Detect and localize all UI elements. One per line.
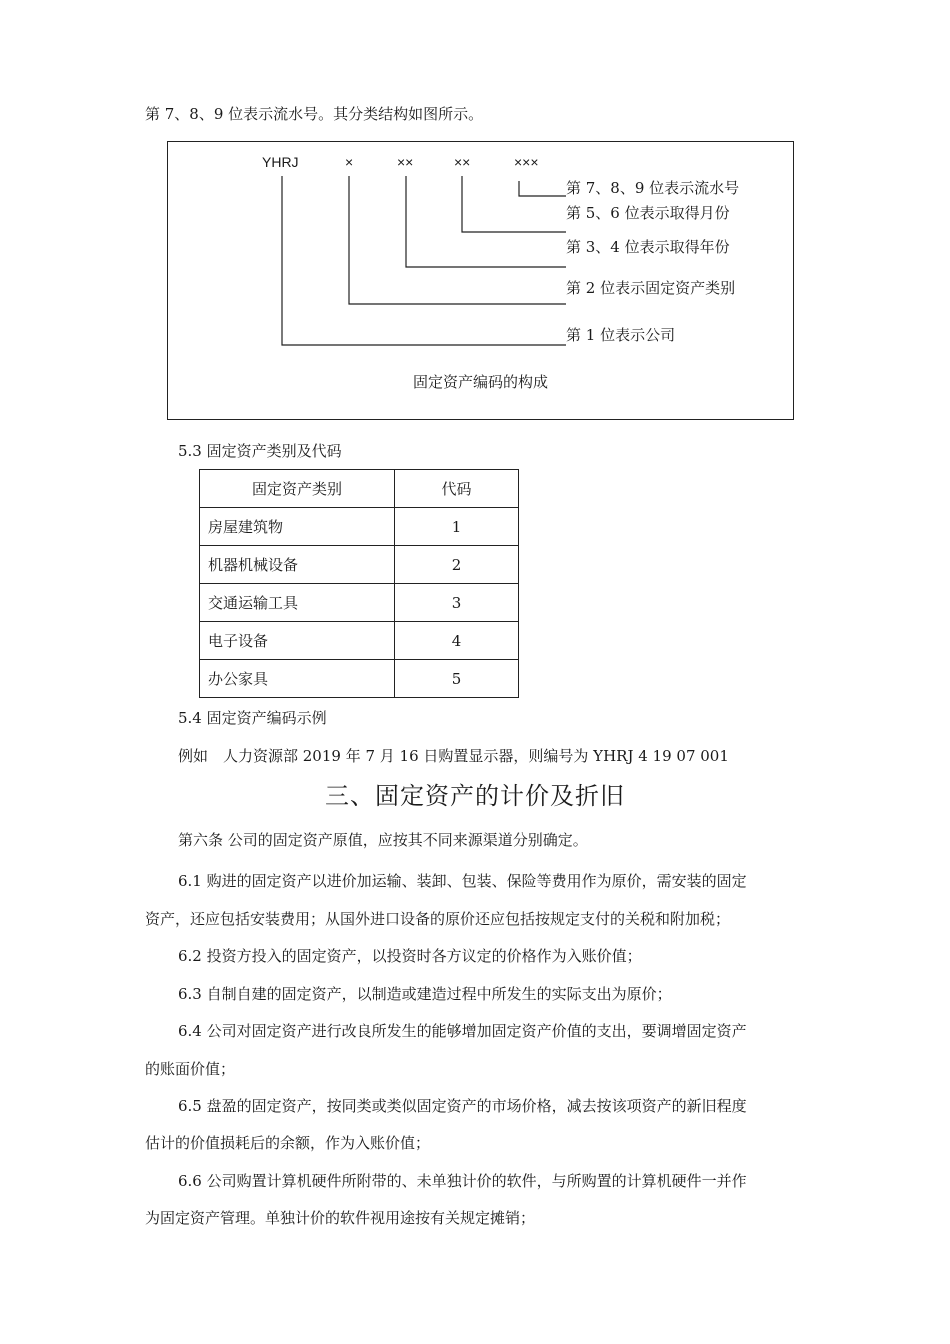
- item-6-1-line-1: 6.1 购进的固定资产以进价加运输、装卸、包装、保险等费用作为原价，需安装的固定: [178, 872, 747, 890]
- code-cell: 5: [395, 660, 519, 698]
- table-header-row: [200, 470, 519, 508]
- label-month: 第 5、6 位表示取得月份: [566, 204, 730, 222]
- label-serial: 第 7、8、9 位表示流水号: [566, 179, 740, 197]
- item-6-5-line-1: 6.5 盘盈的固定资产，按同类或类似固定资产的市场价格，减去按该项资产的新旧程度: [178, 1097, 747, 1115]
- article-6: 第六条 公司的固定资产原值，应按其不同来源渠道分别确定。: [178, 831, 588, 849]
- code-category: ×: [345, 154, 354, 170]
- connector-month: [462, 176, 566, 232]
- category-cell: 办公家具: [200, 660, 395, 698]
- table-row: [200, 584, 519, 622]
- code-cell: 2: [395, 546, 519, 584]
- item-6-3: 6.3 自制自建的固定资产，以制造或建造过程中所发生的实际支出为原价；: [178, 985, 672, 1003]
- item-6-1-line-2: 资产，还应包括安装费用；从国外进口设备的原价还应包括按规定支付的关税和附加税；: [145, 910, 731, 928]
- example-line: 例如 人力资源部 2019 年 7 月 16 日购置显示器，则编号为 YHRJ 4 19 07 001: [178, 747, 729, 765]
- item-6-2: 6.2 投资方投入的固定资产，以投资时各方议定的价格作为入账价值；: [178, 947, 642, 965]
- code-company: YHRJ: [262, 154, 299, 170]
- table-row: [200, 546, 519, 584]
- category-cell: 机器机械设备: [200, 546, 395, 584]
- code-cell: 1: [395, 508, 519, 546]
- item-6-6-line-2: 为固定资产管理。单独计价的软件视用途按有关规定摊销；: [145, 1209, 536, 1227]
- code-serial: ×××: [514, 154, 539, 170]
- label-company: 第 1 位表示公司: [566, 326, 676, 344]
- connector-category: [349, 176, 566, 304]
- diagram-caption: 固定资产编码的构成: [412, 373, 548, 391]
- label-category: 第 2 位表示固定资产类别: [566, 279, 736, 297]
- header-code: 代码: [395, 470, 519, 508]
- table-row: [200, 622, 519, 660]
- table-row: [200, 508, 519, 546]
- asset-code-diagram: [167, 141, 794, 420]
- code-cell: 3: [395, 584, 519, 622]
- asset-category-table: [199, 469, 519, 698]
- category-cell: 房屋建筑物: [200, 508, 395, 546]
- code-year: ××: [397, 154, 414, 170]
- section-5-4-heading: 5.4 固定资产编码示例: [178, 709, 327, 727]
- header-category: 固定资产类别: [200, 470, 395, 508]
- code-month: ××: [454, 154, 471, 170]
- connector-serial: [519, 181, 566, 196]
- category-cell: 电子设备: [200, 622, 395, 660]
- intro-line: 第 7、8、9 位表示流水号。其分类结构如图所示。: [145, 105, 484, 123]
- label-year: 第 3、4 位表示取得年份: [566, 238, 730, 256]
- item-6-4-line-2: 的账面价值；: [145, 1060, 236, 1078]
- code-cell: 4: [395, 622, 519, 660]
- connector-year: [406, 176, 566, 267]
- item-6-6-line-1: 6.6 公司购置计算机硬件所附带的、未单独计价的软件，与所购置的计算机硬件一并作: [178, 1172, 747, 1190]
- item-6-5-line-2: 估计的价值损耗后的余额，作为入账价值；: [145, 1134, 431, 1152]
- section-5-3-heading: 5.3 固定资产类别及代码: [178, 442, 342, 460]
- connector-company: [282, 176, 566, 345]
- item-6-4-line-1: 6.4 公司对固定资产进行改良所发生的能够增加固定资产价值的支出，要调增固定资产: [178, 1022, 747, 1040]
- table-row: [200, 660, 519, 698]
- category-cell: 交通运输工具: [200, 584, 395, 622]
- section-title: 三、固定资产的计价及折旧: [325, 782, 625, 810]
